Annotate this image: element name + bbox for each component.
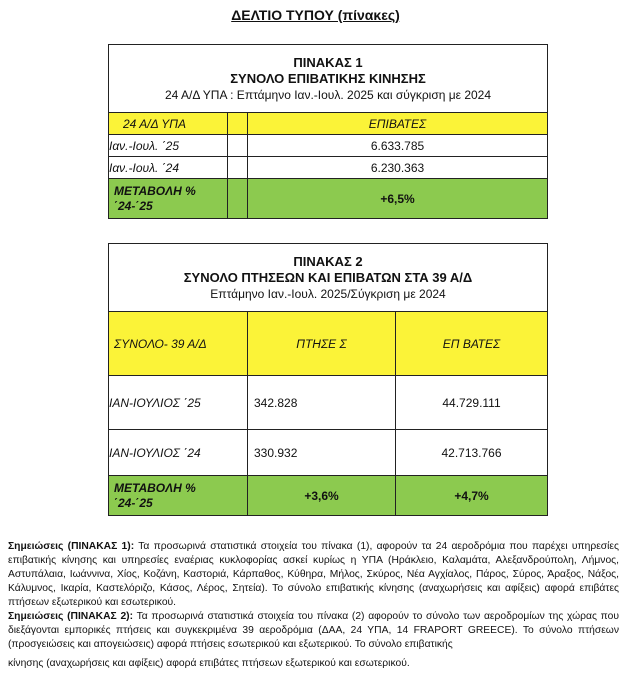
row-pax: 42.713.766 xyxy=(396,430,548,476)
notes-block xyxy=(8,540,619,671)
table-2-title: ΠΙΝΑΚΑΣ 2 xyxy=(293,253,363,269)
row-label: ΙΑΝ-ΙΟΥΛΙΟΣ ΄25 xyxy=(109,376,248,430)
change-row xyxy=(109,476,548,516)
note-1-label: Σημειώσεις (ΠΙΝΑΚΑΣ 1): xyxy=(8,541,135,552)
table-row xyxy=(109,430,548,476)
row-pax: 6.633.785 xyxy=(248,135,548,157)
change-flights: +3,6% xyxy=(248,476,396,516)
change-label-line-2: ΄24-΄25 xyxy=(114,495,153,510)
table-2-col-flights: ΠΤΗΣΕ Σ xyxy=(248,312,396,376)
change-value: +6,5% xyxy=(248,179,548,219)
row-label: ΙΑΝ-ΙΟΥΛΙΟΣ ΄24 xyxy=(109,430,248,476)
row-pax: 44.729.111 xyxy=(396,376,548,430)
table-row xyxy=(109,135,548,157)
row-label: Ιαν.-Ιουλ. ΄25 xyxy=(109,135,228,157)
change-label xyxy=(109,476,248,516)
table-1 xyxy=(108,44,548,219)
table-2-subtitle: ΣΥΝΟΛΟ ΠΤΗΣΕΩΝ ΚΑΙ ΕΠΙΒΑΤΩΝ ΣΤΑ 39 Α/Δ xyxy=(183,269,473,285)
table-2-caption: Επτάμηνο Ιαν.-Ιουλ. 2025/Σύγκριση με 2024 xyxy=(210,286,446,301)
table-1-spacer-cell xyxy=(228,135,248,157)
note-table-1 xyxy=(8,540,619,610)
change-label-line-2: ΄24-΄25 xyxy=(114,198,153,213)
note-2-tail: κίνησης (αναχωρήσεις και αφίξεις) αφορά επιβάτες πτήσεων εξωτερικού και εσωτερικού. xyxy=(8,658,410,669)
table-row xyxy=(109,157,548,179)
change-label xyxy=(109,179,228,219)
table-1-col-label: 24 Α/Δ ΥΠΑ xyxy=(109,113,228,135)
table-1-spacer-cell xyxy=(228,179,248,219)
table-1-caption: 24 Α/Δ ΥΠΑ : Επτάμηνο Ιαν.-Ιουλ. 2025 και σύγκριση με 2024 xyxy=(164,87,492,102)
row-flights: 342.828 xyxy=(248,376,396,430)
table-2-col-label: ΣΥΝΟΛΟ- 39 Α/Δ xyxy=(109,312,248,376)
table-2-header xyxy=(109,244,548,312)
row-pax: 6.230.363 xyxy=(248,157,548,179)
table-1-spacer-cell xyxy=(228,157,248,179)
note-1-text: Τα προσωρινά στατιστικά στοιχεία του πίνακα (1), αφορούν τα 24 αεροδρόμια που παρέχει υπηρεσίες επιβατικής κίνησης και υπηρεσίες εναέριας κυκλοφορίας ασκεί κυρίως η ΥΠΑ (Ηράκλειο, Καλαμάτα, Αλεξανδρούπολη, Λήμνος, Αστυπάλαια, Ιωάννινα, Χίος, Κοζάνη, Καστοριά, Κάρπαθος, Κύθηρα, Μήλος, Σκύρος, Νέα Αγχίαλος, Πάρος, Σύρος, Άραξος, Νάξος, Κάλυμνος, Ικαρία, Καστελόριζο, Κάσος, Λέρος, Σητεία). Το σύνολο επιβατικής κίνησης (αναχωρήσεις και αφίξεις) αφορά επιβάτες πτήσεων εξωτερικού και εσωτερικού. xyxy=(8,541,619,608)
note-2-text: Τα προσωρινά στατιστικά στοιχεία του πίνακα (2) αφορούν το σύνολο των αεροδρομίων της χώρας που διεξάγονται εμπορικές πτήσεις και συγκεκριμένα 39 αεροδρόμια (ΔΑΑ, 24 ΥΠΑ, 14 FRAPORT GREECE). Το σύνολο πτήσεων (προσγειώσεις και απογειώσεις) αφορά πτήσεις εσωτερικού και εξωτερικού. Το σύνολο επιβατικής xyxy=(8,611,619,650)
table-1-spacer-cell xyxy=(228,113,248,135)
change-row xyxy=(109,179,548,219)
table-1-subtitle: ΣΥΝΟΛΟ ΕΠΙΒΑΤΙΚΗΣ ΚΙΝΗΣΗΣ xyxy=(230,70,426,86)
change-label-line-1: ΜΕΤΑΒΟΛΗ % xyxy=(114,480,196,495)
change-label-line-1: ΜΕΤΑΒΟΛΗ % xyxy=(114,183,196,198)
document-title: ΔΕΛΤΙΟ ΤΥΠΟΥ (πίνακες) xyxy=(231,7,400,23)
table-1-col-pax: ΕΠΙΒΑΤΕΣ xyxy=(248,113,548,135)
row-flights: 330.932 xyxy=(248,430,396,476)
table-1-title: ΠΙΝΑΚΑΣ 1 xyxy=(293,54,363,70)
table-2 xyxy=(108,243,548,516)
note-2-label: Σημειώσεις (ΠΙΝΑΚΑΣ 2): xyxy=(8,611,134,622)
row-label: Ιαν.-Ιουλ. ΄24 xyxy=(109,157,228,179)
table-1-header xyxy=(109,45,548,113)
change-pax: +4,7% xyxy=(396,476,548,516)
table-2-col-pax: ΕΠ ΒΑΤΕΣ xyxy=(396,312,548,376)
table-row xyxy=(109,376,548,430)
note-table-2 xyxy=(8,610,619,652)
